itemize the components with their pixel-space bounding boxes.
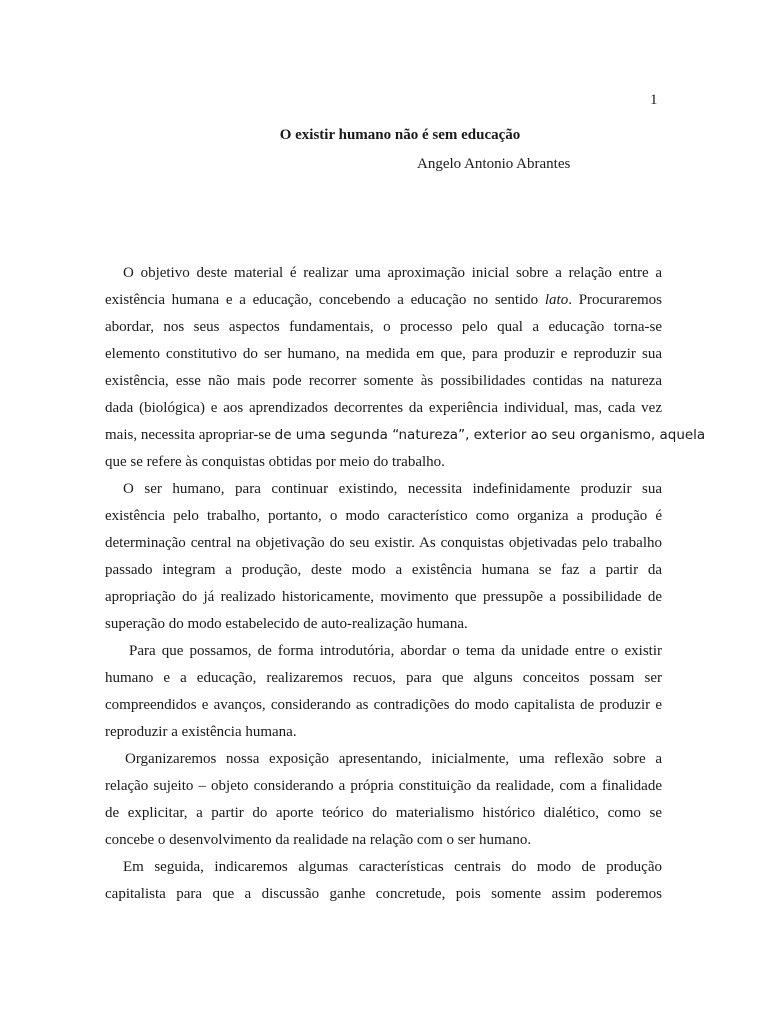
text-line: que se refere às conquistas obtidas por meio do trabalho. xyxy=(105,454,445,470)
text-line: O objetivo deste material é realizar uma aproximação inicial sobre a relação entre a xyxy=(123,265,662,281)
text-line: determinação central na objetivação do seu existir. As conquistas objetivadas pelo trabalho xyxy=(105,535,662,551)
text-span: de uma segunda “natureza”, exterior ao seu organismo, aquela xyxy=(274,427,706,443)
page-number: 1 xyxy=(650,92,658,108)
document-title: O existir humano não é sem educação xyxy=(279,127,521,143)
text-line: humano e a educação, realizaremos recuos, para que alguns conceitos possam ser xyxy=(105,670,662,686)
text-line: O ser humano, para continuar existindo, necessita indefinidamente produzir sua xyxy=(123,481,662,497)
text-line: superação do modo estabelecido de auto-realização humana. xyxy=(105,616,468,632)
text-line: compreendidos e avanços, considerando as contradições do modo capitalista de produzir e xyxy=(105,697,662,713)
text-line: Em seguida, indicaremos algumas características centrais do modo de produção xyxy=(123,859,662,875)
paragraph xyxy=(105,476,662,638)
text-line: existência pelo trabalho, portanto, o modo característico como organiza a produção é xyxy=(105,508,662,524)
text-line: capitalista para que a discussão ganhe concretude, pois somente assim poderemos xyxy=(105,886,662,902)
document-author: Angelo Antonio Abrantes xyxy=(417,156,571,172)
text-line: reproduzir a existência humana. xyxy=(105,724,297,740)
text-line: Para que possamos, de forma introdutória, abordar o tema da unidade entre o existir xyxy=(129,643,662,659)
text-line: relação sujeito – objeto considerando a própria constituição da realidade, com a finalidade xyxy=(105,778,662,794)
text-line: passado integram a produção, deste modo a existência humana se faz a partir da xyxy=(105,562,662,578)
paragraph xyxy=(105,854,662,908)
text-span: mais, necessita apropriar-se xyxy=(105,427,271,443)
text-line: concebe o desenvolvimento da realidade na relação com o ser humano. xyxy=(105,832,532,848)
text-line: dada (biológica) e aos aprendizados decorrentes da experiência individual, mas, cada vez xyxy=(105,400,662,416)
text-line: existência, esse não mais pode recorrer somente às possibilidades contidas na natureza xyxy=(105,373,662,389)
text-line: abordar, nos seus aspectos fundamentais, o processo pelo qual a educação torna-se xyxy=(105,319,662,335)
paragraph xyxy=(105,746,662,854)
paragraph xyxy=(105,260,706,476)
text-line: Organizaremos nossa exposição apresentando, inicialmente, uma reflexão sobre a xyxy=(125,751,662,767)
body-text xyxy=(105,260,706,908)
italic-term: lato xyxy=(544,292,569,308)
text-line: elemento constitutivo do ser humano, na medida em que, para produzir e reproduzir sua xyxy=(105,346,662,362)
text-span: . Procuraremos xyxy=(568,292,663,308)
text-span: existência humana e a educação, concebendo a educação no sentido xyxy=(105,292,539,308)
text-line xyxy=(105,287,662,314)
paragraph xyxy=(105,638,662,746)
text-line: de explicitar, a partir do aporte teórico do materialismo histórico dialético, como se xyxy=(105,805,662,821)
text-line xyxy=(105,422,706,449)
text-line: apropriação do já realizado historicamente, movimento que pressupõe a possibilidade de xyxy=(105,589,662,605)
